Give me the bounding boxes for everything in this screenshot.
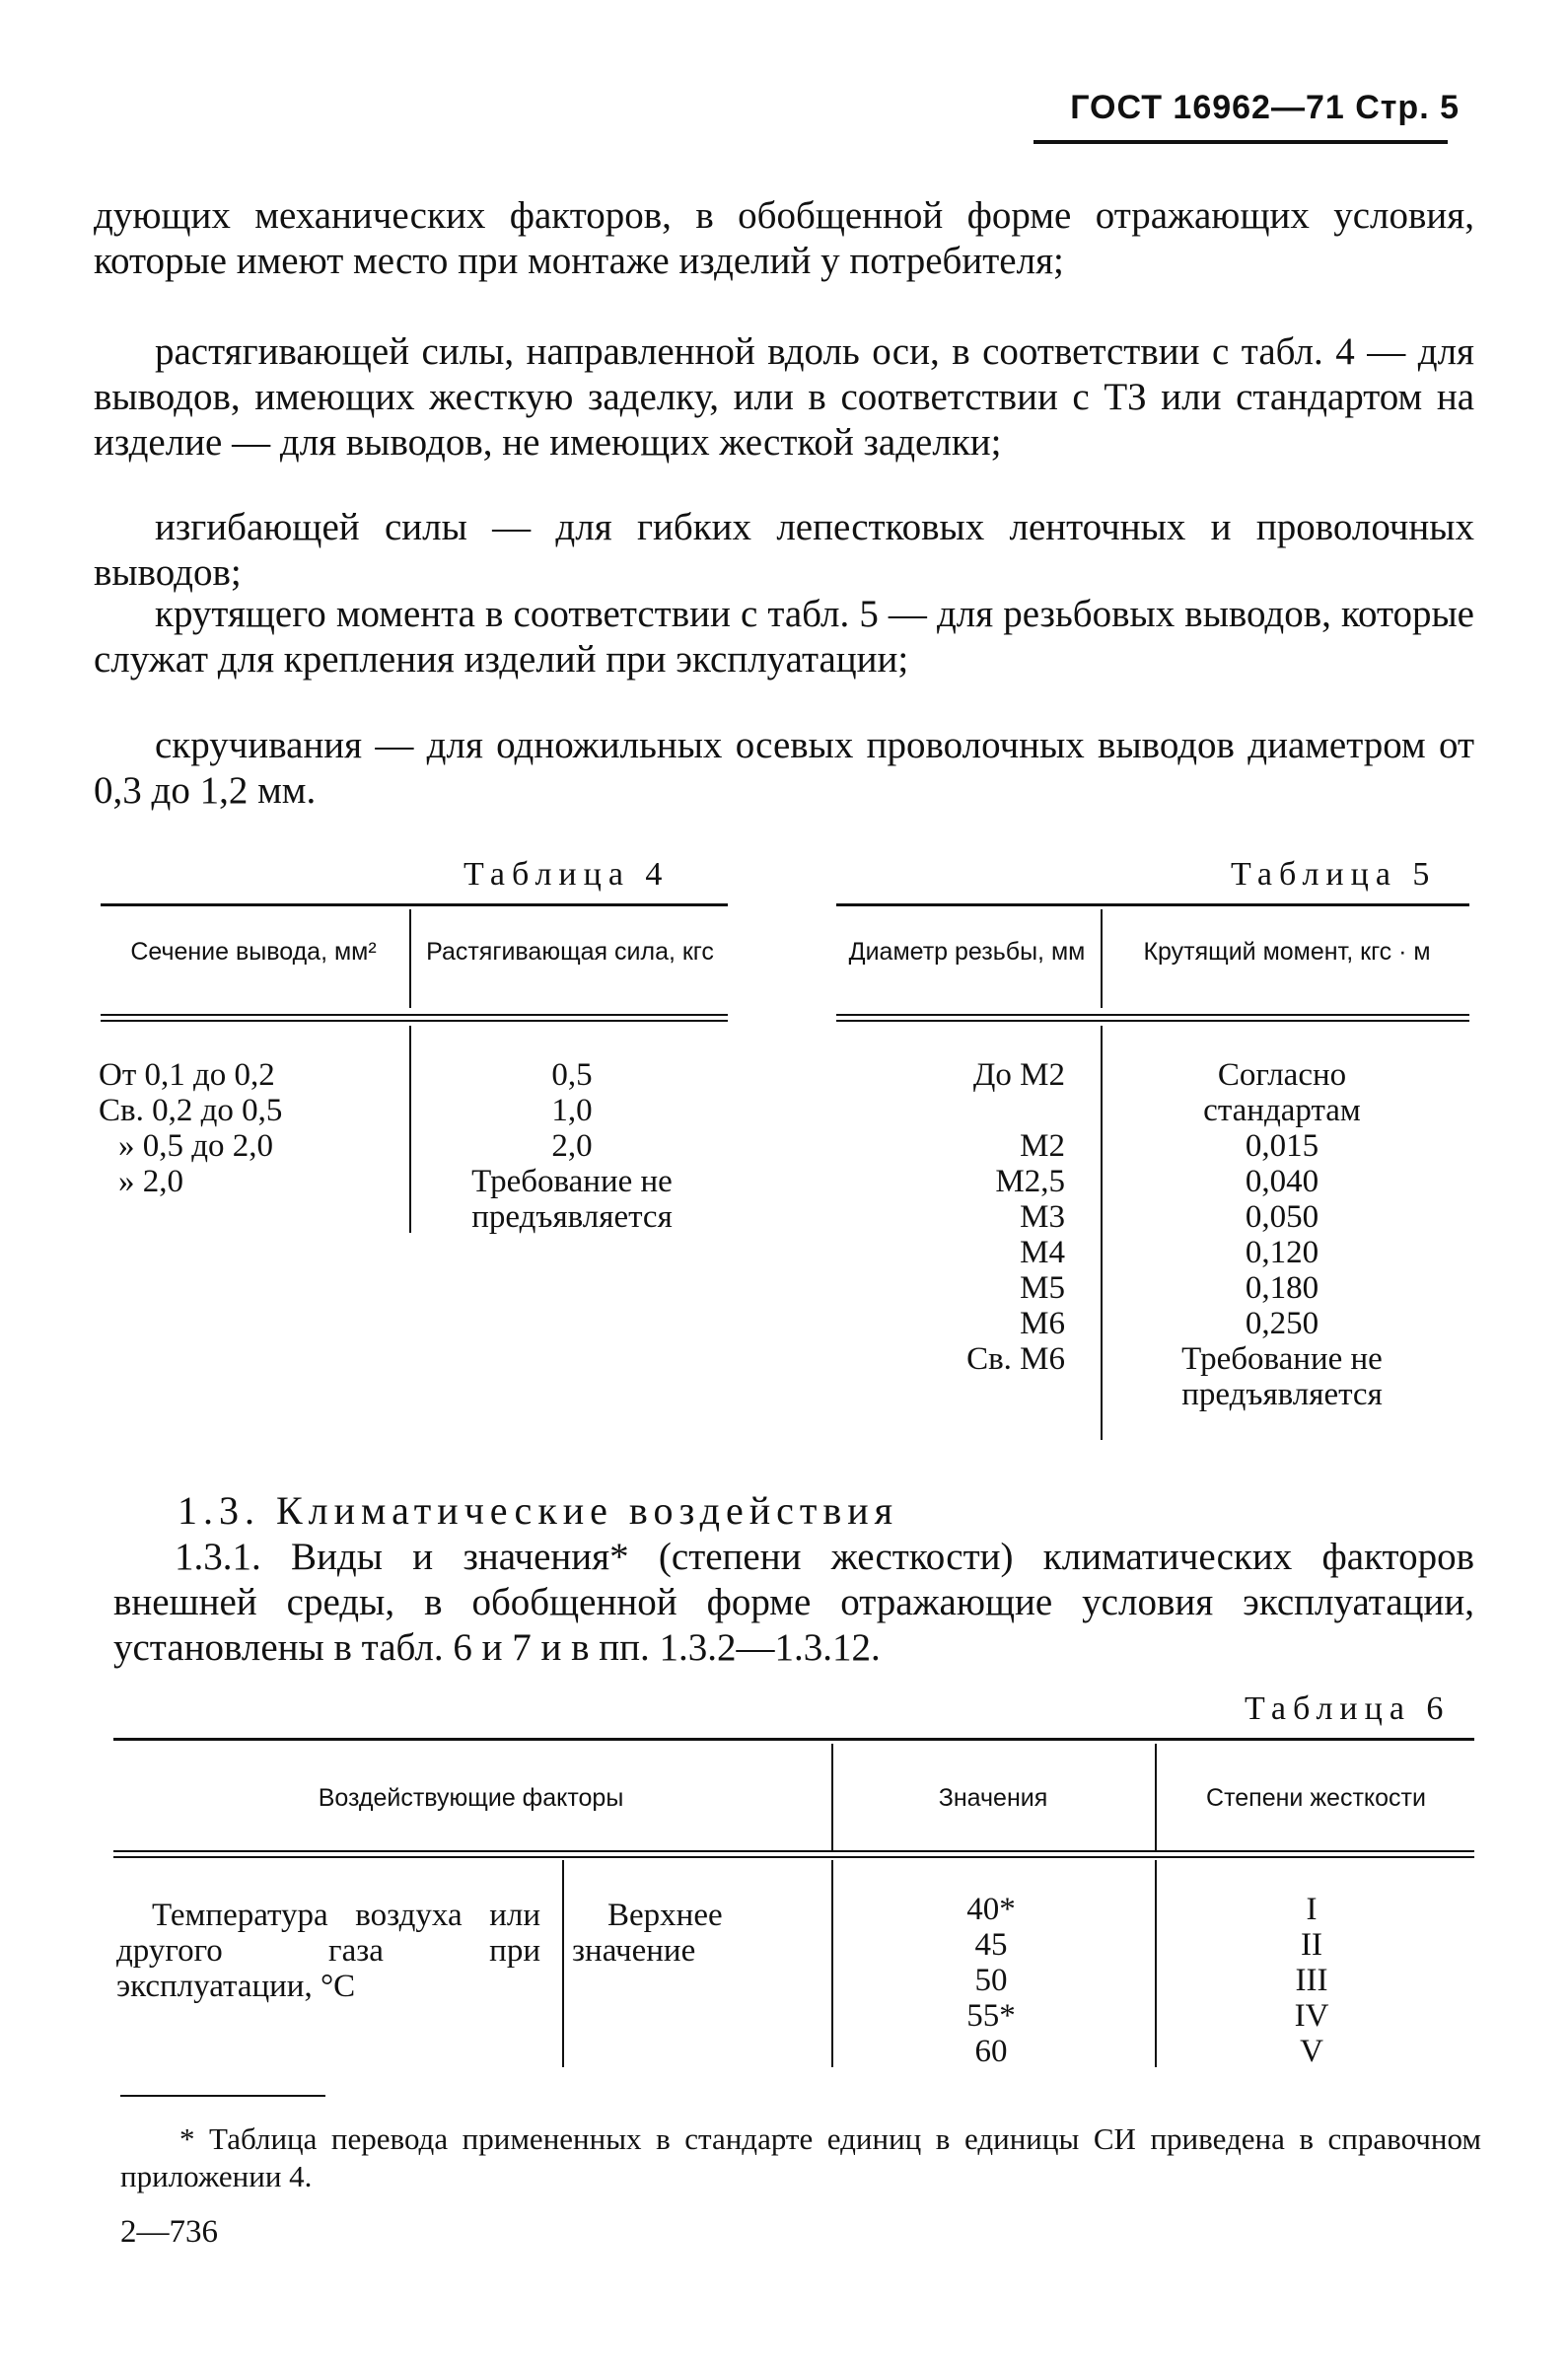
- table-cell: М4: [1020, 1235, 1065, 1270]
- table-cell: 0,5: [551, 1057, 593, 1093]
- paragraph-5: скручивания — для одножильных осевых проволочных выводов диаметром от 0,3 до 1,2 мм.: [94, 724, 1474, 812]
- paragraph-4: крутящего момента в соответствии с табл. 5 — для резьбовых выводов, которые служат для крепления изделий при эксплуатации;: [94, 593, 1474, 681]
- table5-header-col2: Крутящий момент, кгс · м: [1143, 938, 1431, 966]
- table5-col1: [868, 1057, 1065, 1377]
- table5-col2: [1124, 1057, 1440, 1412]
- table-cell: IV: [1294, 1998, 1329, 2034]
- table-cell: 0,040: [1245, 1164, 1319, 1199]
- paragraph-1: дующих механических факторов, в обобщенной форме отражающих условия, которые имеют место при монтаже изделий у потребителя;: [94, 194, 1474, 282]
- table-cell: V: [1300, 2034, 1323, 2069]
- table4-col1: [99, 1057, 282, 1199]
- table-cell: 40*: [966, 1892, 1016, 1927]
- table6-header-col3: Степени жесткости: [1206, 1784, 1426, 1812]
- table6-body-divider-2: [831, 1860, 833, 2067]
- table-cell: 0,180: [1245, 1270, 1319, 1306]
- table-cell: » 0,5 до 2,0: [118, 1128, 274, 1164]
- table-cell: предъявляется: [471, 1199, 673, 1235]
- signature: 2—736: [120, 2214, 218, 2250]
- table-cell: » 2,0: [118, 1164, 183, 1199]
- table5-top-rule: [836, 903, 1469, 906]
- table-cell: II: [1301, 1927, 1322, 1963]
- table-cell: стандартам: [1203, 1093, 1361, 1128]
- table-cell: Св. М6: [966, 1341, 1065, 1377]
- table4-header-rule-2: [101, 1020, 728, 1022]
- table4-col2: [424, 1057, 720, 1235]
- table6-header-col1: Воздействующие факторы: [318, 1784, 624, 1812]
- table-cell: 0,050: [1245, 1199, 1319, 1235]
- section-title: 1.3. Климатические воздействия: [178, 1488, 899, 1533]
- table-cell: [868, 1093, 1065, 1128]
- table6-header-rule-1: [113, 1850, 1474, 1852]
- table-cell: Требование не: [471, 1164, 673, 1199]
- table-cell: 0,250: [1245, 1306, 1319, 1341]
- table-cell: 1,0: [551, 1093, 593, 1128]
- table-cell: I: [1306, 1892, 1318, 1927]
- table6-values: [917, 1892, 1065, 2069]
- page-header: ГОСТ 16962—71 Стр. 5: [1070, 89, 1460, 126]
- table4-top-rule: [101, 903, 728, 906]
- footnote-rule: [120, 2095, 325, 2097]
- table6-header-col2: Значения: [938, 1784, 1048, 1812]
- table4-body-divider: [409, 1026, 411, 1233]
- table5-header-rule-1: [836, 1014, 1469, 1016]
- paragraph-2: растягивающей силы, направленной вдоль оси, в соответствии с табл. 4 — для выводов, имеющих жесткую заделку, или в соответствии с ТЗ или стандартом на изделие — для выводов, не имеющих жесткой заделки;: [94, 330, 1474, 464]
- table-cell: 60: [974, 2034, 1008, 2069]
- table5-body-divider: [1101, 1026, 1103, 1440]
- table6-caption: Таблица 6: [1245, 1690, 1451, 1727]
- paragraph-3: изгибающей силы — для гибких лепестковых ленточных и проволочных выводов;: [94, 506, 1474, 594]
- table5-header-rule-2: [836, 1020, 1469, 1022]
- table-cell: III: [1295, 1963, 1328, 1998]
- table-cell: предъявляется: [1181, 1377, 1383, 1412]
- table-cell: От 0,1 до 0,2: [99, 1057, 275, 1093]
- table6-degrees: [1233, 1892, 1390, 2069]
- table-cell: Св. 0,2 до 0,5: [99, 1093, 283, 1128]
- table-cell: Согласно: [1217, 1057, 1347, 1093]
- table5-header-col1: Диаметр резьбы, мм: [848, 938, 1086, 966]
- table-cell: 0,120: [1245, 1235, 1319, 1270]
- table5-header-divider: [1101, 909, 1103, 1008]
- table4-header-col2: Растягивающая сила, кгс: [426, 938, 714, 966]
- table-cell: Требование не: [1181, 1341, 1383, 1377]
- table6-body-divider-1: [562, 1860, 564, 2067]
- section-paragraph: 1.3.1. Виды и значения* (степени жесткости) климатических факторов внешней среды, в обобщенной форме отражающие условия эксплуатации, установлены в табл. 6 и 7 и в пп. 1.3.2—1.3.12.: [113, 1536, 1474, 1669]
- table6-subfactor: Верхнее значение: [572, 1898, 723, 1969]
- table6-top-rule: [113, 1738, 1474, 1741]
- header-rule: [1033, 140, 1448, 144]
- table4-header-col1: Сечение вывода, мм²: [130, 938, 377, 966]
- table4-header-rule-1: [101, 1014, 728, 1016]
- table6-header-divider-2: [1155, 1744, 1157, 1852]
- table-cell: 2,0: [551, 1128, 593, 1164]
- table-cell: До М2: [972, 1057, 1065, 1093]
- table5-caption: Таблица 5: [1231, 856, 1437, 893]
- table-cell: М2,5: [995, 1164, 1065, 1199]
- table-cell: М6: [1020, 1306, 1065, 1341]
- table4-header-divider: [409, 909, 411, 1008]
- table-cell: М2: [1020, 1128, 1065, 1164]
- table4-caption: Таблица 4: [463, 856, 670, 893]
- table6-header-rule-2: [113, 1856, 1474, 1858]
- table-cell: М5: [1020, 1270, 1065, 1306]
- table-cell: 0,015: [1245, 1128, 1319, 1164]
- table6-header-divider-1: [831, 1744, 833, 1852]
- table-cell: 45: [974, 1927, 1008, 1963]
- table-cell: 55*: [966, 1998, 1016, 2034]
- table6-factor: Температура воздуха или другого газа при эксплуатации, °С: [116, 1898, 540, 2004]
- table-cell: М3: [1020, 1199, 1065, 1235]
- table-cell: 50: [974, 1963, 1008, 1998]
- table6-body-divider-3: [1155, 1860, 1157, 2067]
- footnote: * Таблица перевода примененных в стандарте единиц в единицы СИ приведена в справочном приложении 4.: [120, 2121, 1481, 2193]
